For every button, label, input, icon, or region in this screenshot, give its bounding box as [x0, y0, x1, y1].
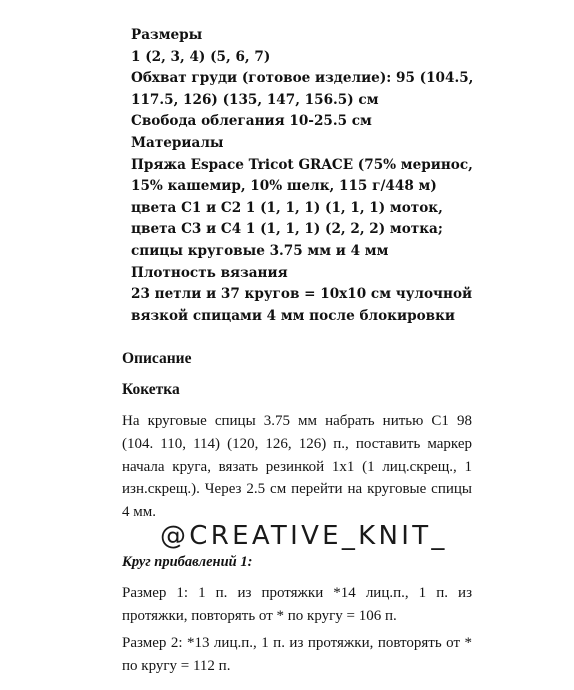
yarn-line: 15% кашемир, 10% шелк, 115 г/448 м) [131, 178, 437, 195]
yoke-heading: Кокетка [122, 381, 180, 398]
yarn-line: Пряжа Espace Tricot GRACE (75% меринос, [131, 156, 473, 173]
colors-line: цвета С1 и С2 1 (1, 1, 1) (1, 1, 1) моток, [131, 199, 443, 216]
ease-line: Свобода облегания 10-25.5 см [131, 113, 372, 130]
gauge-line: 23 петли и 37 кругов = 10х10 см чулочной [131, 286, 473, 303]
chest-measure-line: Обхват груди (готовое изделие): 95 (104.5, [131, 70, 474, 87]
cast-on-text: На круговые спицы 3.75 мм набрать нитью С1 98 (104. 110, 114) (120, 126, 126) п., поставить маркер начала круга, вязать резинкой 1х1 (1 лиц.скрещ., 1 изн.скрещ.). Через 2.5 см перейти на круговые спицы 4 мм. [122, 413, 472, 521]
needles-line: спицы круговые 3.75 мм и 4 мм [131, 242, 389, 259]
size1-text: Размер 1: 1 п. из протяжки *14 лиц.п., 1 п. из протяжки, повторять от * по кругу = 106 п. [122, 585, 472, 624]
sizes-values: 1 (2, 3, 4) (5, 6, 7) [131, 48, 271, 65]
chest-measure-line: 117.5, 126) (135, 147, 156.5) см [131, 91, 379, 108]
increase-round-heading: Круг прибавлений 1: [122, 554, 253, 570]
colors-line: цвета С3 и С4 1 (1, 1, 1) (2, 2, 2) мотка; [131, 221, 443, 238]
watermark-text: @CREATIVE_KNIT_ [160, 521, 448, 551]
size1-paragraph [122, 582, 472, 628]
cast-on-paragraph [122, 410, 472, 524]
materials-block [131, 25, 571, 327]
materials-heading: Материалы [131, 134, 224, 151]
size2-paragraph [122, 632, 472, 678]
gauge-line: вязкой спицами 4 мм после блокировки [131, 307, 455, 324]
sizes-heading: Размеры [131, 27, 203, 43]
size2-text: Размер 2: *13 лиц.п., 1 п. из протяжки, повторять от * по кругу = 112 п. [122, 635, 472, 674]
description-heading: Описание [122, 350, 192, 367]
gauge-heading: Плотность вязания [131, 264, 288, 281]
